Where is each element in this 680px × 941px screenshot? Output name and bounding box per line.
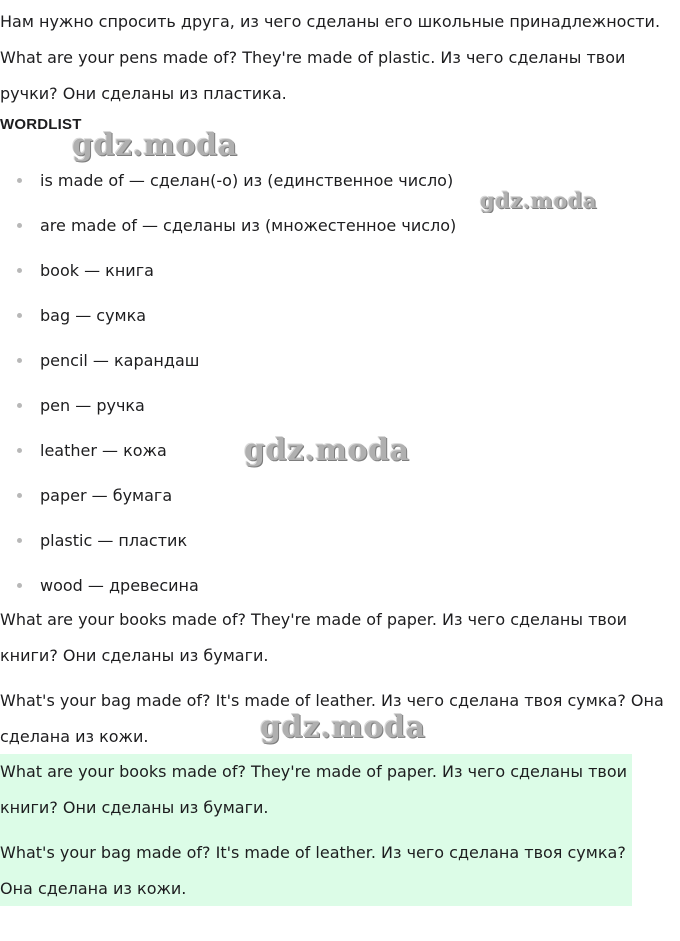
wordlist-item-text: pen — ручка [40, 396, 145, 415]
watermark-logo: gdz.moda [244, 433, 410, 468]
wordlist-item [0, 203, 600, 248]
watermark-logo: gdz.moda [480, 188, 598, 213]
wordlist-item [0, 473, 600, 518]
bullet-icon [17, 358, 22, 363]
wordlist-item-text: book — книга [40, 261, 154, 280]
bullet-icon [17, 403, 22, 408]
wordlist-item-text: pencil — карандаш [40, 351, 200, 370]
wordlist [0, 158, 600, 608]
wordlist-item [0, 338, 600, 383]
bullet-icon [17, 493, 22, 498]
wordlist-item-text: plastic — пластик [40, 531, 188, 550]
wordlist-item [0, 158, 600, 203]
wordlist-item [0, 293, 600, 338]
intro-paragraph: Нам нужно спросить друга, из чего сделаны его школьные принадлежности. What are your pens made of? They're made of plastic. Из чего сделаны твои ручки? Они сделаны из пластика. [0, 12, 661, 103]
bullet-icon [17, 538, 22, 543]
bullet-icon [17, 223, 22, 228]
wordlist-item-text: is made of — сделан(-о) из (единственное число) [40, 171, 454, 190]
wordlist-item-text: are made of — сделаны из (множестенное число) [40, 216, 457, 235]
wordlist-item-text: bag — сумка [40, 306, 147, 325]
wordlist-item-text: leather — кожа [40, 441, 167, 460]
answer-paragraph-bag: What's your bag made of? It's made of leather. Из чего сделана твоя сумка? Она сделана из кожи. [0, 843, 626, 898]
bullet-icon [17, 583, 22, 588]
bullet-icon [17, 178, 22, 183]
wordlist-item [0, 248, 600, 293]
wordlist-item-text: paper — бумага [40, 486, 173, 505]
wordlist-item [0, 518, 600, 563]
answer-paragraph-books: What are your books made of? They're made of paper. Из чего сделаны твои книги? Они сделаны из бумаги. [0, 762, 628, 817]
bullet-icon [17, 448, 22, 453]
example-paragraph-bag: What's your bag made of? It's made of leather. Из чего сделана твоя сумка? Она сделана из кожи. [0, 691, 664, 746]
answer-box [0, 754, 632, 906]
watermark-logo: gdz.moda [72, 128, 238, 163]
bullet-icon [17, 268, 22, 273]
wordlist-item [0, 428, 600, 473]
watermark-logo: gdz.moda [260, 710, 426, 745]
wordlist-item [0, 383, 600, 428]
example-paragraph-books: What are your books made of? They're made of paper. Из чего сделаны твои книги? Они сделаны из бумаги. [0, 610, 628, 665]
wordlist-item-text: wood — древесина [40, 576, 199, 595]
bullet-icon [17, 313, 22, 318]
wordlist-heading: WORDLIST [0, 116, 82, 133]
